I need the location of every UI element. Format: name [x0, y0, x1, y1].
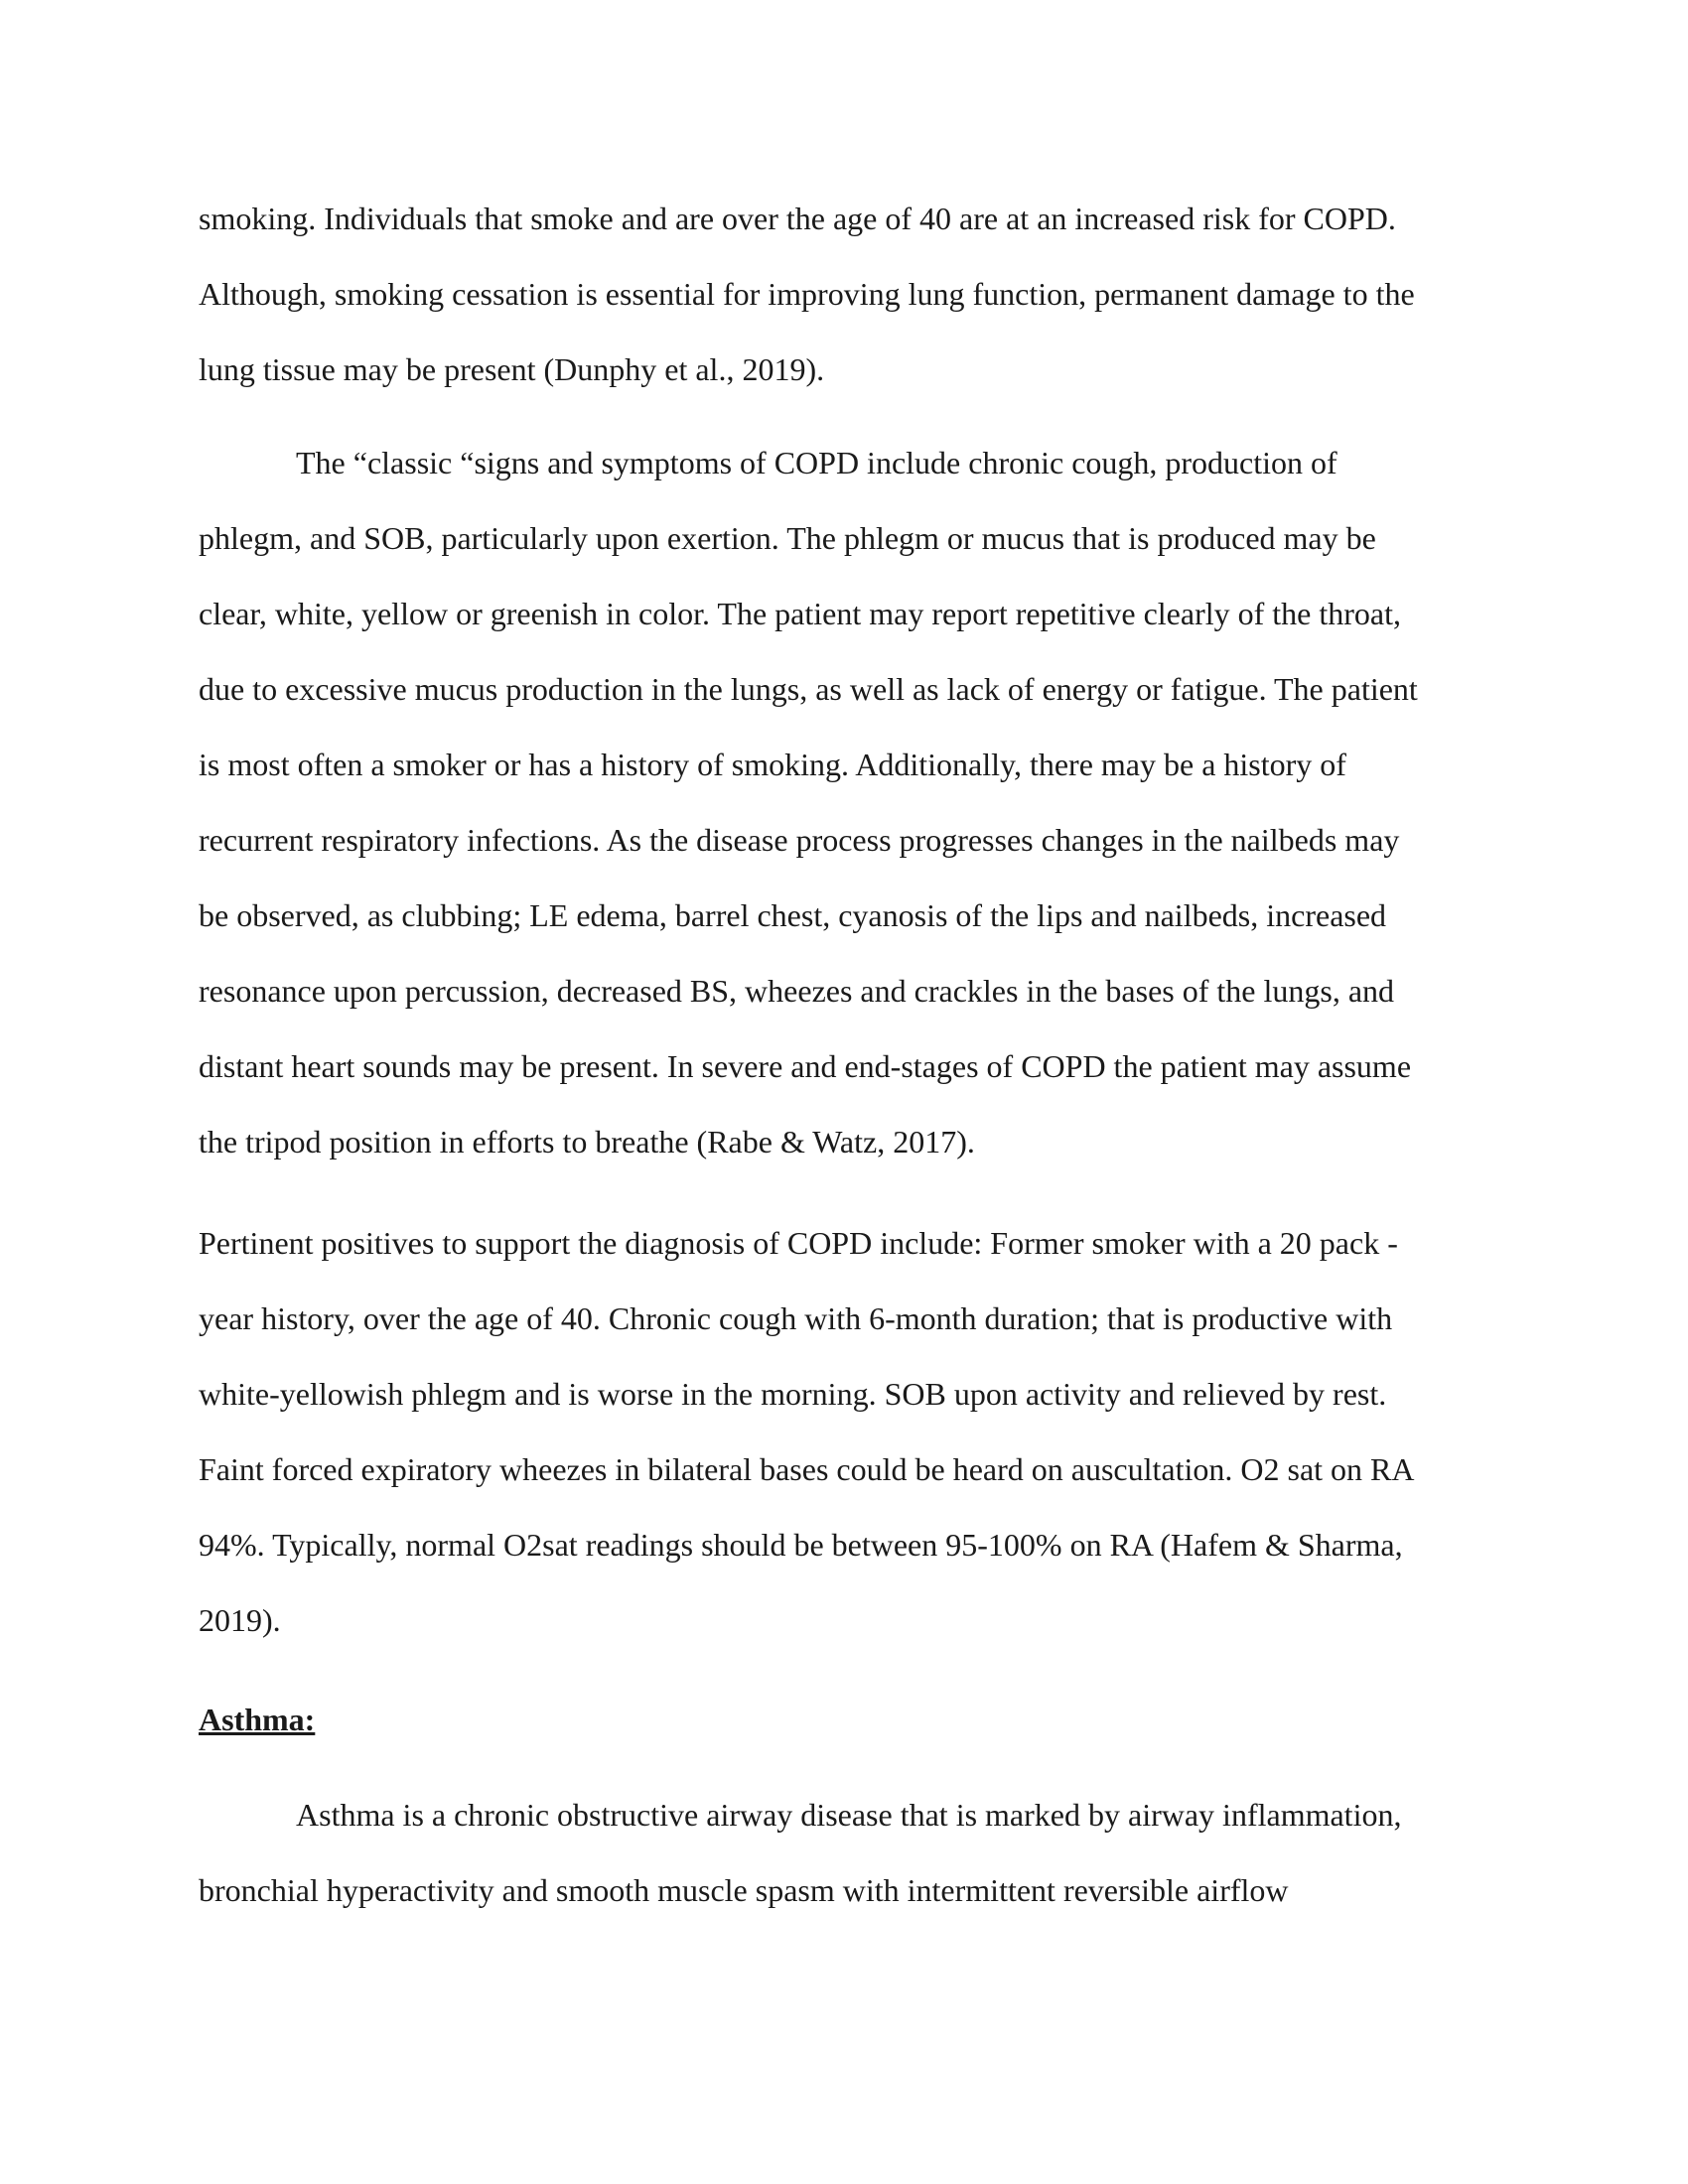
paragraph-4-line-1: Asthma is a chronic obstructive airway disease that is marked by airway inflammation, [296, 1797, 1402, 1833]
paragraph-1-line-2: Although, smoking cessation is essential for improving lung function, permanent damage to the [199, 276, 1415, 312]
paragraph-2-line-5: is most often a smoker or has a history of smoking. Additionally, there may be a history of [199, 747, 1346, 782]
paragraph-2-line-10: the tripod position in efforts to breathe (Rabe & Watz, 2017). [199, 1124, 975, 1160]
paragraph-1-line-3: lung tissue may be present (Dunphy et al., 2019). [199, 351, 825, 387]
paragraph-2-line-7: be observed, as clubbing; LE edema, barrel chest, cyanosis of the lips and nailbeds, increased [199, 897, 1387, 933]
heading-asthma: Asthma: [199, 1702, 316, 1737]
paragraph-3-line-4: Faint forced expiratory wheezes in bilateral bases could be heard on auscultation. O2 sat on RA [199, 1451, 1415, 1487]
paragraph-3-line-2: year history, over the age of 40. Chronic cough with 6-month duration; that is productive with [199, 1300, 1393, 1336]
paragraph-2-line-1: The “classic “signs and symptoms of COPD include chronic cough, production of [296, 445, 1337, 480]
paragraph-3-line-5: 94%. Typically, normal O2sat readings should be between 95-100% on RA (Hafem & Sharma, [199, 1527, 1403, 1563]
paragraph-3-line-3: white-yellowish phlegm and is worse in the morning. SOB upon activity and relieved by rest. [199, 1376, 1387, 1412]
paragraph-2-line-9: distant heart sounds may be present. In severe and end-stages of COPD the patient may assume [199, 1048, 1412, 1084]
paragraph-3-line-6: 2019). [199, 1602, 281, 1638]
paragraph-2-line-2: phlegm, and SOB, particularly upon exertion. The phlegm or mucus that is produced may be [199, 520, 1376, 556]
paragraph-2-line-8: resonance upon percussion, decreased BS, wheezes and crackles in the bases of the lungs, and [199, 973, 1395, 1009]
paragraph-3-line-1: Pertinent positives to support the diagnosis of COPD include: Former smoker with a 20 pack - [199, 1225, 1398, 1261]
paragraph-1-line-1: smoking. Individuals that smoke and are over the age of 40 are at an increased risk for COPD. [199, 201, 1396, 236]
paragraph-2-line-6: recurrent respiratory infections. As the disease process progresses changes in the nailbeds may [199, 822, 1400, 858]
paragraph-2-line-4: due to excessive mucus production in the lungs, as well as lack of energy or fatigue. The patient [199, 671, 1418, 707]
paragraph-4-line-2: bronchial hyperactivity and smooth muscle spasm with intermittent reversible airflow [199, 1872, 1289, 1908]
paragraph-2-line-3: clear, white, yellow or greenish in color. The patient may report repetitive clearly of the throat, [199, 596, 1402, 631]
